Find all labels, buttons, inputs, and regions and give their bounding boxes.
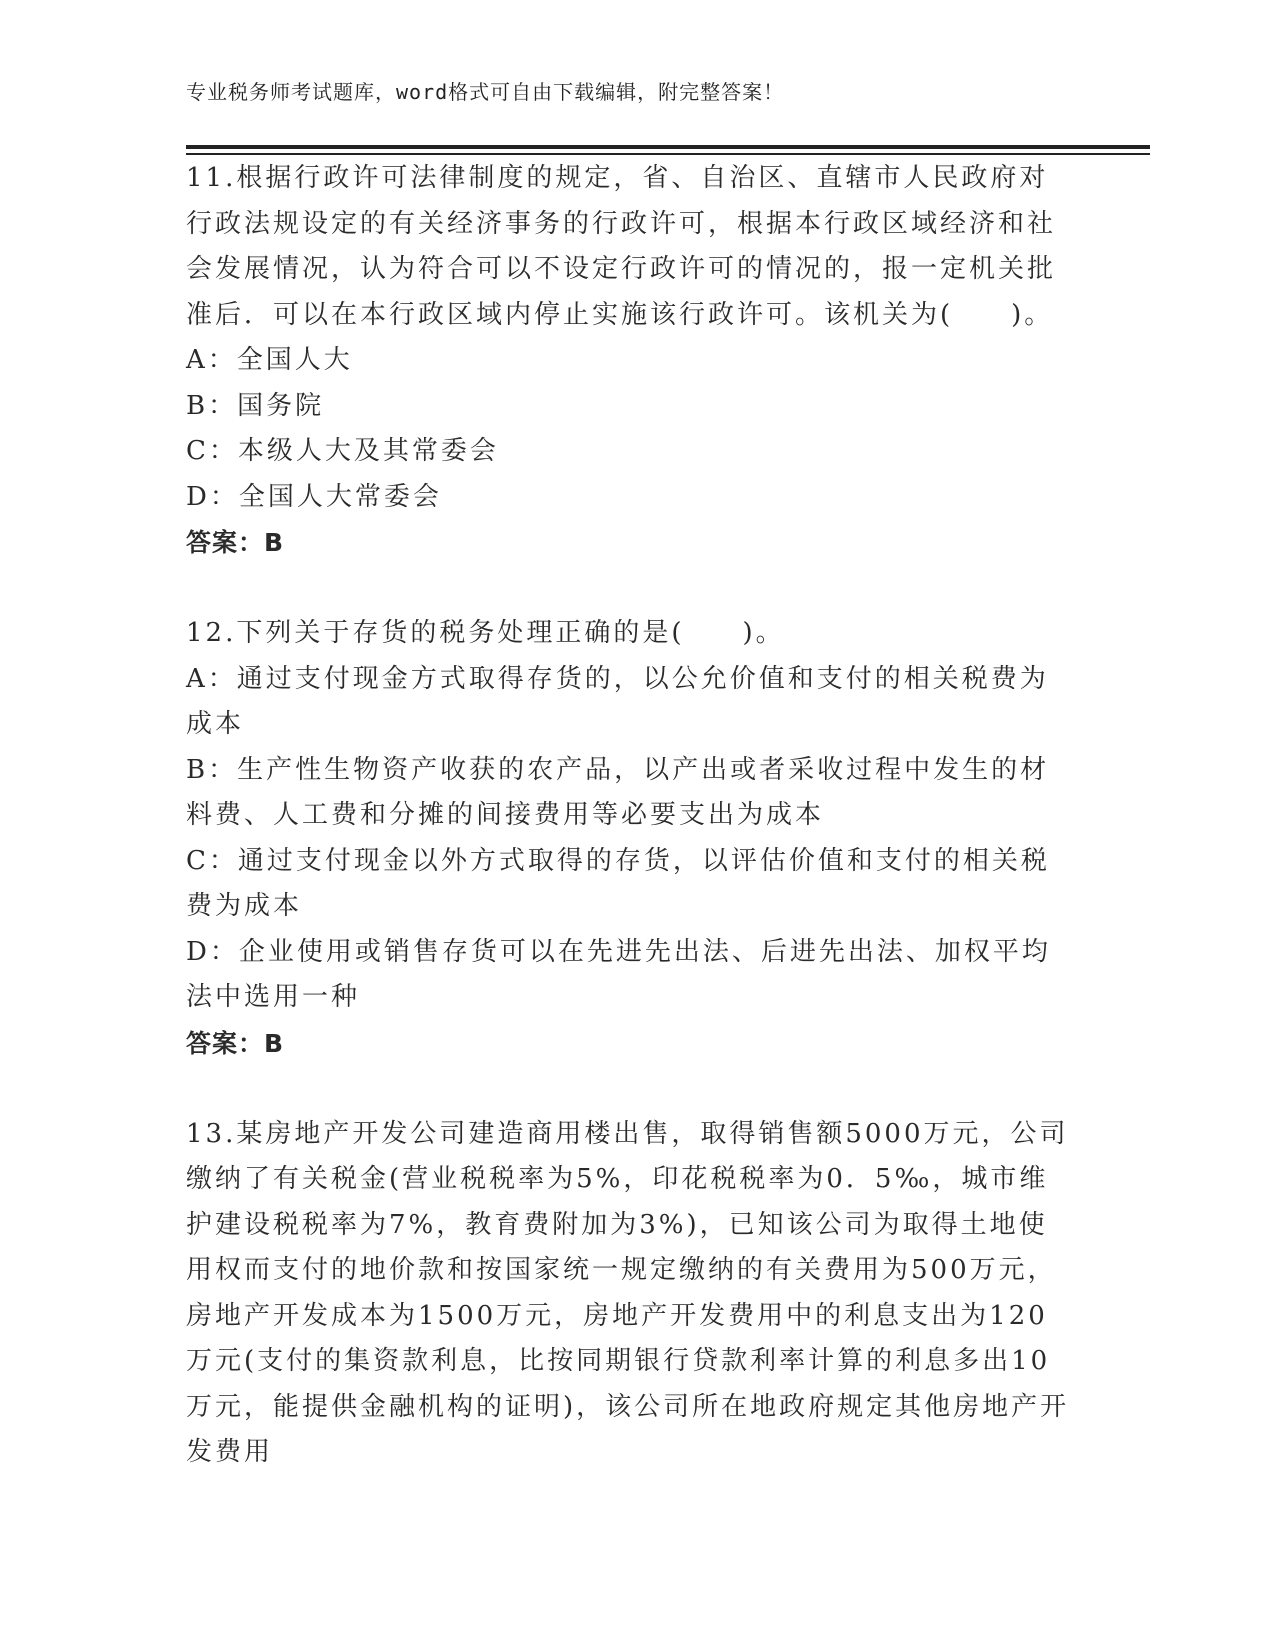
option-a: A：通过支付现金方式取得存货的，以公允价值和支付的相关税费为成本: [186, 663, 1049, 739]
option-d: D：企业使用或销售存货可以在先进先出法、后进先出法、加权平均法中选用一种: [186, 936, 1051, 1012]
option-b: B：国务院: [186, 390, 325, 421]
header-rule-thick: [186, 145, 1150, 149]
answer: 答案：B: [186, 528, 285, 557]
header-rule-thin: [186, 153, 1150, 155]
page-header: 专业税务师考试题库，word格式可自由下载编辑，附完整答案！: [186, 80, 785, 104]
option-a: A：全国人大: [186, 345, 353, 375]
answer: 答案：B: [186, 1028, 285, 1058]
option-d: D：全国人大常委会: [186, 481, 442, 512]
option-c: C：通过支付现金以外方式取得的存货，以评估价值和支付的相关税费为成本: [186, 845, 1050, 921]
option-b: B：生产性生物资产收获的农产品，以产出或者采收过程中发生的材料费、人工费和分摊的间接费用等必要支出为成本: [186, 754, 1050, 830]
question-13: [186, 1112, 1076, 1476]
question-text: 11.根据行政许可法律制度的规定，省、自治区、直辖市人民政府对行政法规设定的有关经济事务的行政许可，根据本行政区域经济和社会发展情况，认为符合可以不设定行政许可的情况的，报一定机关批准后．可以在本行政区域内停止实施该行政许可。该机关为( )。: [186, 163, 1057, 330]
option-c: C：本级人大及其常委会: [186, 436, 499, 466]
question-text: 13.某房地产开发公司建造商用楼出售，取得销售额5000万元，公司缴纳了有关税金(营业税税率为5%，印花税税率为0．5‰，城市维护建设税税率为7%，教育费附加为3%)，已知该公司为取得土地使用权而支付的地价款和按国家统一规定缴纳的有关费用为500万元，房地产开发成本为1500万元，房地产开发费用中的利息支出为120万元(支付的集资款利息，比按同期银行贷款利率计算的利息多出10万元，能提供金融机构的证明)，该公司所在地政府规定其他房地产开发费用: [186, 1118, 1070, 1467]
question-list: [186, 156, 1076, 1476]
question-12: [186, 611, 1076, 1066]
question-text: 12.下列关于存货的税务处理正确的是( )。: [186, 618, 785, 648]
question-11: [186, 156, 1076, 566]
